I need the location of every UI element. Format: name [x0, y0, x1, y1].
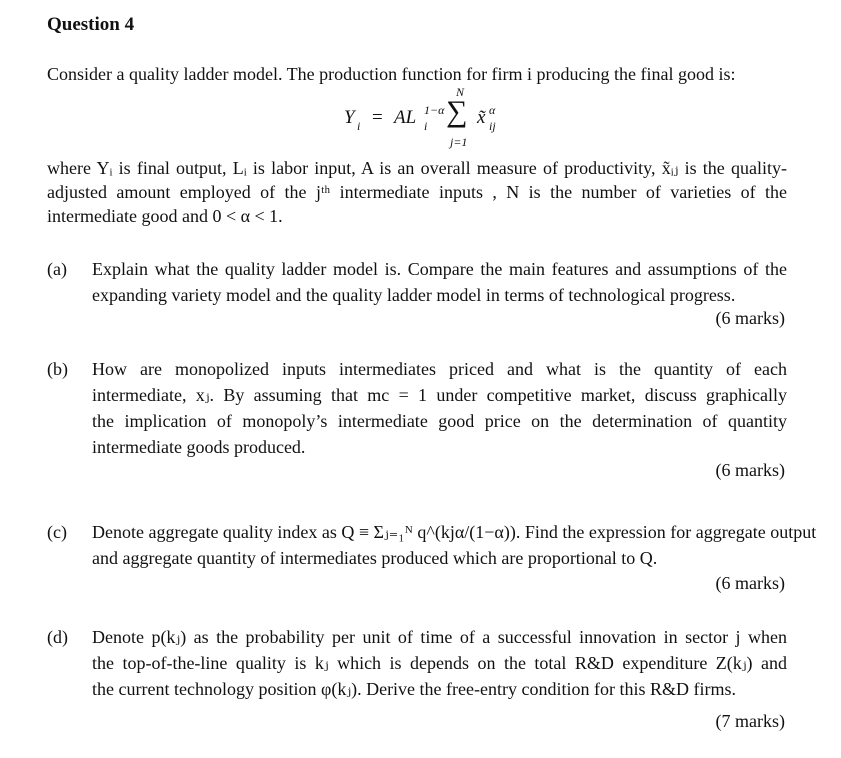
eq-x: x̃	[477, 107, 486, 128]
definitions-line: where Yᵢ is final output, Lᵢ is labor input, A is an overall measure of productivity, x̃ᵢⱼ is the quality-	[47, 158, 787, 178]
question-label: (b)	[47, 359, 68, 379]
question-body	[92, 257, 787, 309]
question-line: intermediate, xⱼ. By assuming that mc = 1 under competitive market, discuss graphically	[92, 385, 787, 405]
production-function-equation	[332, 85, 552, 155]
question-line: and aggregate quantity of intermediates produced which are proportional to Q.	[92, 548, 658, 568]
marks-c: (6 marks)	[715, 573, 785, 593]
eq-sum-bottom: j=1	[450, 135, 468, 149]
question-label: (c)	[47, 522, 67, 542]
question-label: (d)	[47, 627, 68, 647]
eq-AL: AL	[394, 107, 417, 128]
question-line: Denote p(kⱼ) as the probability per unit of time of a successful innovation in sector j when	[92, 627, 787, 647]
question-body	[92, 625, 787, 703]
definitions-line: adjusted amount employed of the jᵗʰ intermediate inputs , N is the number of varieties of the	[47, 182, 787, 202]
question-line: the top-of-the-line quality is kⱼ which is depends on the total R&D expenditure Z(kⱼ) and	[92, 653, 787, 673]
eq-sum-top: N	[456, 85, 465, 99]
eq-lhs-sub: i	[357, 119, 361, 133]
question-line: expanding variety model and the quality ladder model in terms of technological progress.	[92, 285, 736, 305]
sigma-symbol: ∑	[446, 95, 468, 128]
marks-b: (6 marks)	[715, 460, 785, 480]
eq-x-sub: ij	[489, 119, 496, 133]
eq-x-sup: α	[489, 103, 496, 117]
eq-L-sub: i	[424, 119, 428, 133]
eq-lhs: Y	[344, 107, 355, 128]
question-body	[92, 520, 817, 572]
question-label: (a)	[47, 259, 67, 279]
question-line: the current technology position φ(kⱼ). Derive the free-entry condition for this R&D firms.	[92, 679, 736, 699]
eq-L-sup: 1−α	[424, 103, 445, 117]
question-line: intermediate goods produced.	[92, 437, 306, 457]
definitions-line: intermediate good and 0 < α < 1.	[47, 206, 283, 226]
intro-text: Consider a quality ladder model. The production function for firm i producing the final good is:	[47, 64, 736, 84]
question-body	[92, 357, 787, 461]
question-line: Denote aggregate quality index as Q ≡ Σⱼ₌₁ᴺ q^(kjα/(1−α)). Find the expression for aggregate output	[92, 522, 817, 542]
question-line: the implication of monopoly’s intermediate good price on the determination of quantity	[92, 411, 787, 431]
marks-a: (6 marks)	[715, 308, 785, 328]
question-line: Explain what the quality ladder model is. Compare the main features and assumptions of the	[92, 259, 787, 279]
definitions-paragraph	[47, 156, 787, 228]
marks-d: (7 marks)	[715, 711, 785, 731]
eq-equals: =	[372, 107, 383, 128]
question-title: Question 4	[47, 14, 135, 35]
question-line: How are monopolized inputs intermediates priced and what is the quantity of each	[92, 359, 787, 379]
